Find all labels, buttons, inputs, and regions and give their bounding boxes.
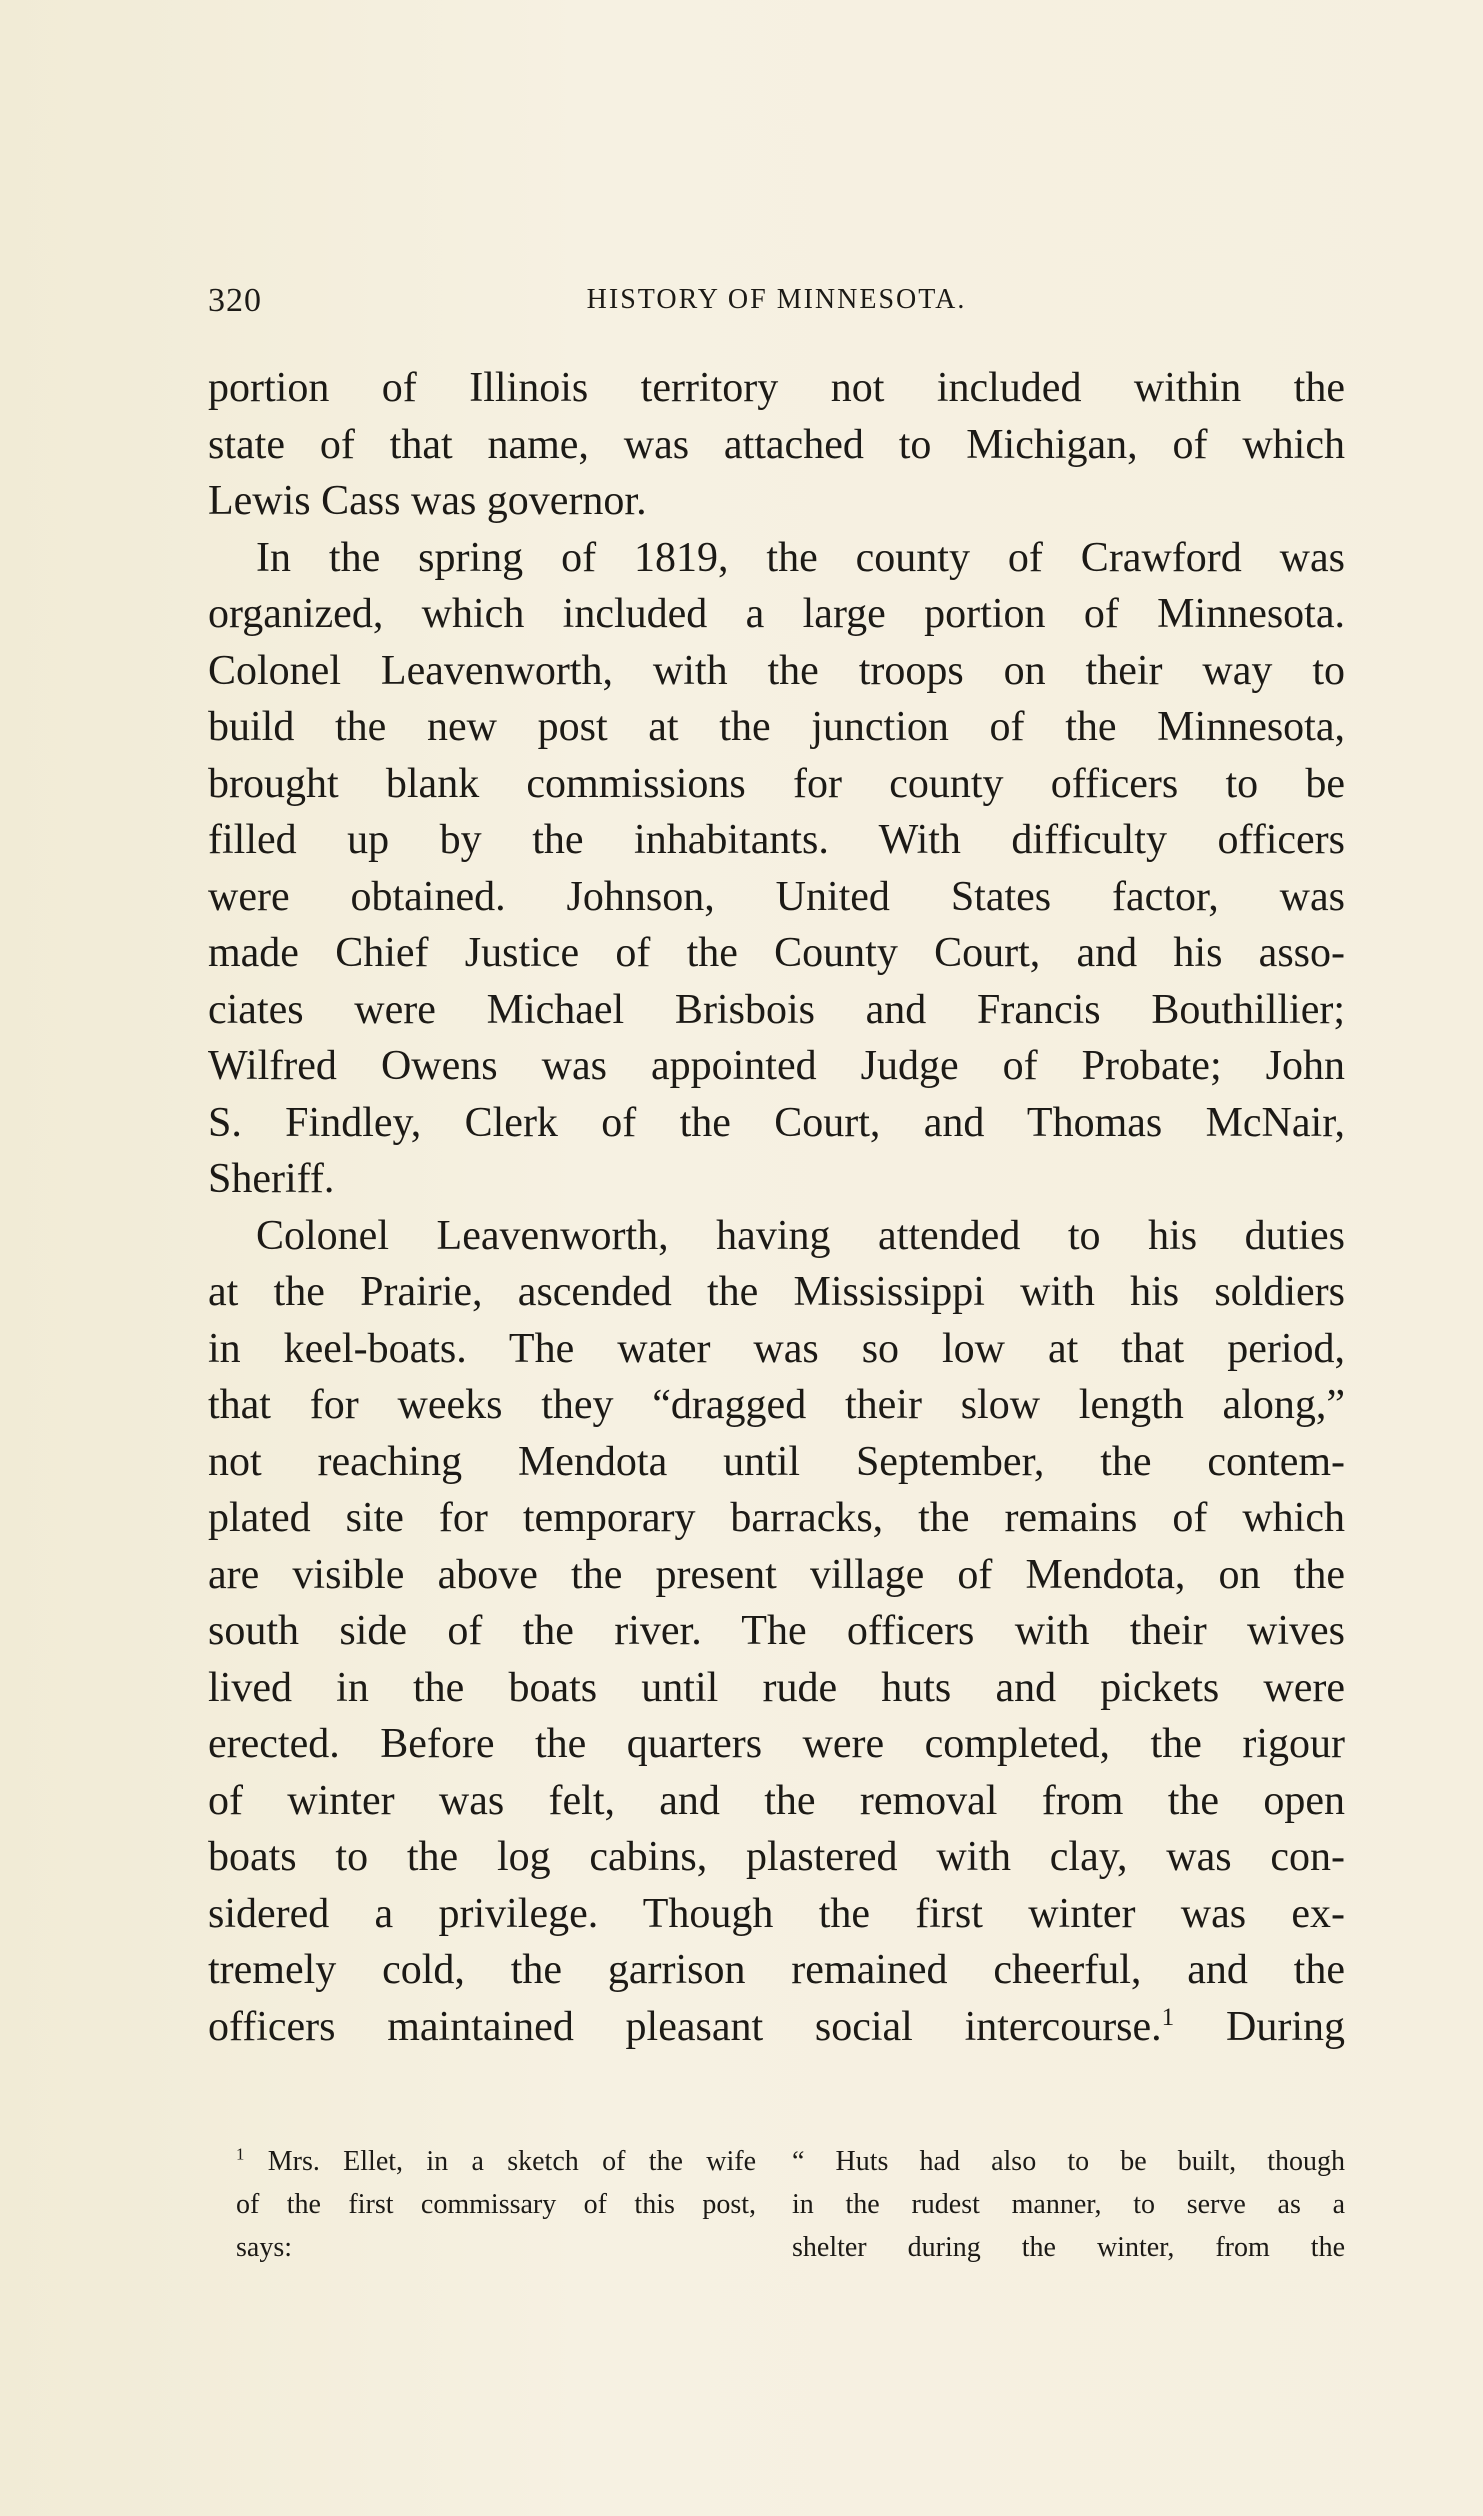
footnote-reference: 1 [1161,2003,1175,2031]
footnote-line: says: [236,2232,292,2263]
page-number: 320 [208,282,262,319]
text-line-with-footnote [208,1999,1345,2056]
text-line: erected. Before the quarters were completed, the rigour [208,1721,1345,1767]
text-line: sidered a privilege. Though the first winter was ex- [208,1890,1345,1937]
footnote-text: Mrs. Ellet, in a sketch of the wife [267,2146,756,2177]
text-line: filled up by the inhabitants. With difficulty officers [208,817,1345,863]
paragraph-start-line: In the spring of 1819, the county of Crawford was [256,534,1345,581]
text-line: ciates were Michael Brisbois and Francis Bouthillier; [208,986,1345,1033]
text-line: made Chief Justice of the County Court, and his asso- [208,930,1345,976]
footnote-column-right [792,2140,1345,2269]
page-header [208,282,1345,332]
text-line: Lewis Cass was governor. [208,478,647,524]
text-line: boats to the log cabins, plastered with clay, was con- [208,1834,1345,1880]
text-line: S. Findley, Clerk of the Court, and Thomas McNair, [208,1099,1345,1146]
text-line: Wilfred Owens was appointed Judge of Probate; John [208,1043,1345,1089]
footnote-line: “ Huts had also to be built, though [792,2146,1345,2177]
footnote-marker: 1 [236,2144,245,2164]
footnote-column-left [236,2140,756,2269]
footnote-line [236,2140,756,2183]
text-line: brought blank commissions for county officers to be [208,760,1345,807]
footnote-line: shelter during the winter, from the [792,2232,1345,2263]
text-line: lived in the boats until rude huts and pickets were [208,1664,1345,1711]
text-line: south side of the river. The officers with their wives [208,1608,1345,1654]
footnote-line: in the rudest manner, to serve as a [792,2189,1345,2220]
text-line: were obtained. Johnson, United States factor, was [208,873,1345,920]
footnote-line: of the first commissary of this post, [236,2189,756,2220]
paragraph-start-line: Colonel Leavenworth, having attended to his duties [256,1212,1345,1259]
text-line: of winter was felt, and the removal from the open [208,1777,1345,1824]
text-segment: During [1226,2003,1345,2050]
running-head: HISTORY OF MINNESOTA. [586,284,967,315]
text-segment: officers maintained pleasant social intercourse. [208,2003,1162,2050]
text-line: plated site for temporary barracks, the remains of which [208,1495,1345,1541]
body-text [208,360,1345,2055]
text-line: at the Prairie, ascended the Mississippi with his soldiers [208,1269,1345,1315]
text-line: build the new post at the junction of the Minnesota, [208,704,1345,750]
text-line: Sheriff. [208,1156,335,1202]
text-line: portion of Illinois territory not included within the [208,365,1345,411]
text-line: are visible above the present village of Mendota, on the [208,1551,1345,1598]
text-line: in keel-boats. The water was so low at that period, [208,1325,1345,1372]
text-line: Colonel Leavenworth, with the troops on their way to [208,647,1345,694]
text-line: tremely cold, the garrison remained cheerful, and the [208,1947,1345,1993]
text-line: organized, which included a large portion of Minnesota. [208,591,1345,637]
text-line: not reaching Mendota until September, the contem- [208,1438,1345,1485]
text-line: state of that name, was attached to Michigan, of which [208,421,1345,468]
text-line: that for weeks they “dragged their slow length along,” [208,1382,1345,1428]
